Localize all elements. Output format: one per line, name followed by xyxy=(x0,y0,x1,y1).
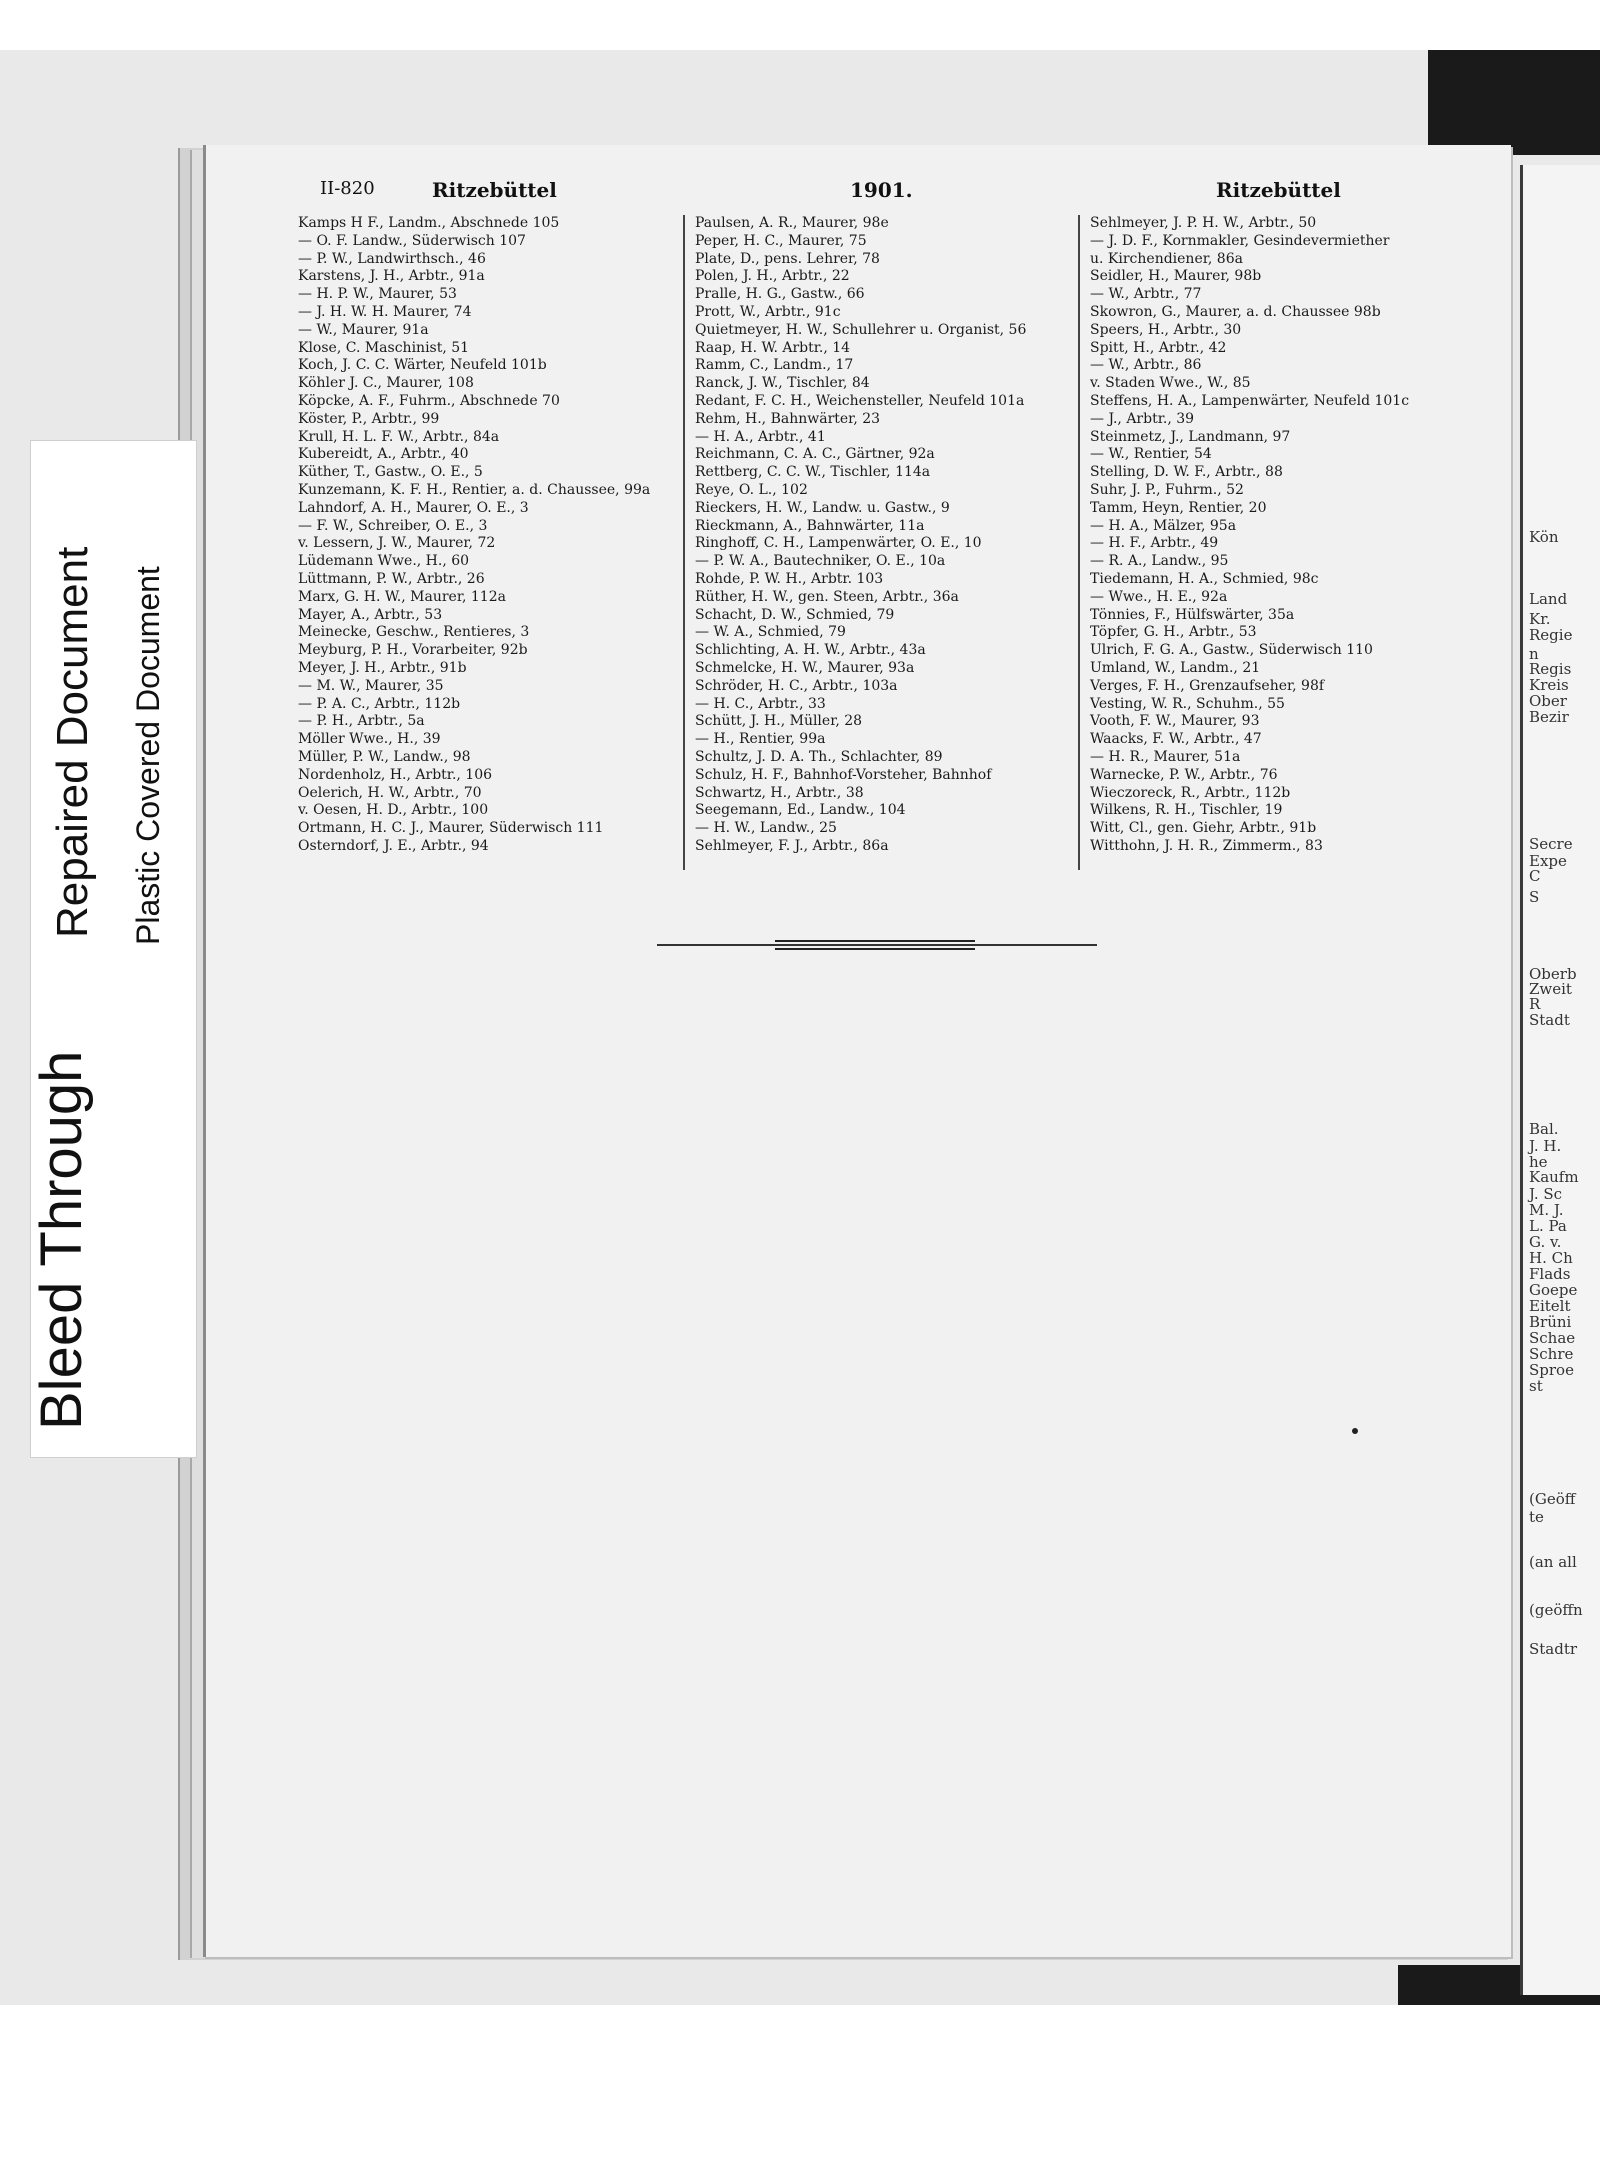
column-3 xyxy=(1090,215,1470,856)
directory-entry: Pralle, H. G., Gastw., 66 xyxy=(695,286,865,303)
facing-page-fragment: H. Ch xyxy=(1529,1249,1573,1267)
directory-entry: Suhr, J. P., Fuhrm., 52 xyxy=(1090,481,1244,498)
directory-entry: Rettberg, C. C. W., Tischler, 114a xyxy=(695,464,931,481)
facing-page-fragment: Bal. xyxy=(1529,1120,1559,1138)
directory-entry: Kunzemann, K. F. H., Rentier, a. d. Chaussee, 99a xyxy=(298,481,651,498)
directory-entry: Köster, P., Arbtr., 99 xyxy=(298,410,440,427)
directory-entry: Tamm, Heyn, Rentier, 20 xyxy=(1090,499,1267,516)
directory-entry: — J., Arbtr., 39 xyxy=(1090,410,1195,427)
facing-page-fragment: Ober xyxy=(1529,692,1567,710)
top-dark-strip xyxy=(1428,50,1600,155)
directory-entry: — P. H., Arbtr., 5a xyxy=(298,713,425,730)
directory-entry: — W., Maurer, 91a xyxy=(298,321,429,338)
facing-page-fragment: C xyxy=(1529,867,1541,885)
directory-entry: Meinecke, Geschw., Rentieres, 3 xyxy=(298,624,530,641)
directory-entry: Raap, H. W. Arbtr., 14 xyxy=(695,339,851,356)
facing-page-fragment: Schae xyxy=(1529,1329,1576,1347)
column-2 xyxy=(695,215,1080,856)
directory-entry: Kamps H F., Landm., Abschnede 105 xyxy=(298,215,560,231)
directory-entry: Ranck, J. W., Tischler, 84 xyxy=(695,375,870,392)
facing-page-fragment: R xyxy=(1529,995,1541,1013)
directory-entry: Plate, D., pens. Lehrer, 78 xyxy=(695,250,880,267)
directory-entry: Ringhoff, C. H., Lampenwärter, O. E., 10 xyxy=(695,535,982,552)
facing-page-fragment: Kr. xyxy=(1529,610,1551,628)
directory-entry: — H. F., Arbtr., 49 xyxy=(1090,535,1219,552)
directory-entry: Schwartz, H., Arbtr., 38 xyxy=(695,784,864,801)
facing-page-fragment: (an all xyxy=(1529,1553,1577,1571)
directory-entry: Vooth, F. W., Maurer, 93 xyxy=(1090,713,1260,730)
directory-entry: Schulz, H. F., Bahnhof-Vorsteher, Bahnhof xyxy=(695,766,992,783)
directory-entry: Steinmetz, J., Landmann, 97 xyxy=(1090,428,1291,445)
directory-entry: — R. A., Landw., 95 xyxy=(1090,553,1229,570)
label-plastic-covered-document: Plastic Covered Document xyxy=(130,566,166,945)
running-title-left: Ritzebüttel xyxy=(432,178,557,202)
directory-entry: Lahndorf, A. H., Maurer, O. E., 3 xyxy=(298,499,529,516)
directory-entry: — F. W., Schreiber, O. E., 3 xyxy=(298,517,488,534)
directory-entry: Karstens, J. H., Arbtr., 91a xyxy=(298,268,485,285)
directory-entry: Rieckmann, A., Bahnwärter, 11a xyxy=(695,517,925,534)
directory-entry: — H. A., Mälzer, 95a xyxy=(1090,517,1237,534)
facing-page-fragment: Oberb xyxy=(1529,965,1577,983)
directory-entry: Witthohn, J. H. R., Zimmerm., 83 xyxy=(1090,837,1323,854)
directory-entry: u. Kirchendiener, 86a xyxy=(1090,250,1243,267)
label-repaired-document: Repaired Document xyxy=(48,546,97,938)
running-title-right: Ritzebüttel xyxy=(1216,178,1341,202)
facing-page-fragment: Regis xyxy=(1529,660,1572,678)
end-rule-ornament xyxy=(775,940,975,942)
end-rule-ornament xyxy=(775,948,975,950)
facing-page-fragment: (Geöff xyxy=(1529,1490,1576,1508)
directory-entry: Stelling, D. W. F., Arbtr., 88 xyxy=(1090,464,1283,481)
column-1 xyxy=(298,215,673,856)
directory-entry: — W., Arbtr., 86 xyxy=(1090,357,1202,374)
directory-entry: Rohde, P. W. H., Arbtr. 103 xyxy=(695,570,884,587)
facing-page-fragment: Brüni xyxy=(1529,1313,1572,1331)
directory-entry: Meyer, J. H., Arbtr., 91b xyxy=(298,659,467,676)
facing-page-fragment: Stadt xyxy=(1529,1011,1570,1029)
directory-entry: Peper, H. C., Maurer, 75 xyxy=(695,232,867,249)
directory-entry: — O. F. Landw., Süderwisch 107 xyxy=(298,232,526,249)
directory-entry: Schacht, D. W., Schmied, 79 xyxy=(695,606,895,623)
directory-entry: Witt, Cl., gen. Giehr, Arbtr., 91b xyxy=(1090,820,1317,837)
directory-entry: v. Lessern, J. W., Maurer, 72 xyxy=(298,535,496,552)
facing-page-fragment: J. Sc xyxy=(1529,1185,1563,1203)
directory-entry: Krull, H. L. F. W., Arbtr., 84a xyxy=(298,428,500,445)
facing-page-fragment: Secre xyxy=(1529,835,1573,853)
directory-entry: Lüdemann Wwe., H., 60 xyxy=(298,553,470,570)
ink-speck xyxy=(1352,1428,1358,1434)
directory-entry: Töpfer, G. H., Arbtr., 53 xyxy=(1090,624,1257,641)
facing-page-fragment: Eitelt xyxy=(1529,1297,1571,1315)
directory-entry: Schütt, J. H., Müller, 28 xyxy=(695,713,863,730)
directory-entry: Schultz, J. D. A. Th., Schlachter, 89 xyxy=(695,748,943,765)
directory-entry: — M. W., Maurer, 35 xyxy=(298,677,444,694)
directory-entry: Oelerich, H. W., Arbtr., 70 xyxy=(298,784,482,801)
directory-entry: — H. C., Arbtr., 33 xyxy=(695,695,826,712)
directory-entry: Tönnies, F., Hülfswärter, 35a xyxy=(1090,606,1295,623)
facing-page-fragment: Zweit xyxy=(1529,980,1572,998)
directory-entry: Ulrich, F. G. A., Gastw., Süderwisch 110 xyxy=(1090,642,1373,659)
directory-entry: Rehm, H., Bahnwärter, 23 xyxy=(695,410,881,427)
directory-entry: Rüther, H. W., gen. Steen, Arbtr., 36a xyxy=(695,588,959,605)
directory-entry: — H. R., Maurer, 51a xyxy=(1090,748,1241,765)
directory-entry: Seidler, H., Maurer, 98b xyxy=(1090,268,1262,285)
directory-entry: Schlichting, A. H. W., Arbtr., 43a xyxy=(695,642,926,659)
facing-page-fragment: Regie xyxy=(1529,626,1573,644)
facing-page-fragment: n xyxy=(1529,645,1539,663)
directory-entry: Steffens, H. A., Lampenwärter, Neufeld 101c xyxy=(1090,392,1410,409)
directory-entry: Rieckers, H. W., Landw. u. Gastw., 9 xyxy=(695,499,950,516)
directory-entry: — Wwe., H. E., 92a xyxy=(1090,588,1228,605)
directory-entry: v. Oesen, H. D., Arbtr., 100 xyxy=(298,802,489,819)
directory-entry: Wieczoreck, R., Arbtr., 112b xyxy=(1090,784,1291,801)
directory-entry: — H. W., Landw., 25 xyxy=(695,820,837,837)
directory-entry: Paulsen, A. R., Maurer, 98e xyxy=(695,215,889,231)
label-bleed-through: Bleed Through xyxy=(29,1050,94,1430)
directory-entry: — H., Rentier, 99a xyxy=(695,731,826,748)
facing-page-fragment: Schre xyxy=(1529,1345,1574,1363)
directory-entry: Nordenholz, H., Arbtr., 106 xyxy=(298,766,493,783)
directory-entry: Prott, W., Arbtr., 91c xyxy=(695,303,841,320)
column-divider xyxy=(1078,215,1080,870)
directory-entry: Waacks, F. W., Arbtr., 47 xyxy=(1090,731,1262,748)
directory-entry: Köhler J. C., Maurer, 108 xyxy=(298,375,474,392)
facing-page-fragment: Sproe xyxy=(1529,1361,1574,1379)
directory-entry: — W., Arbtr., 77 xyxy=(1090,286,1202,303)
directory-entry: — P. W. A., Bautechniker, O. E., 10a xyxy=(695,553,946,570)
facing-page-fragment: (geöffn xyxy=(1529,1601,1583,1619)
directory-entry: Quietmeyer, H. W., Schullehrer u. Organist, 56 xyxy=(695,321,1027,338)
facing-page xyxy=(1520,165,1600,1995)
directory-entry: Klose, C. Maschinist, 51 xyxy=(298,339,470,356)
directory-entry: Skowron, G., Maurer, a. d. Chaussee 98b xyxy=(1090,303,1381,320)
end-rule xyxy=(657,944,1097,946)
facing-page-fragment: J. H. xyxy=(1529,1137,1562,1155)
directory-entry: Koch, J. C. C. Wärter, Neufeld 101b xyxy=(298,357,547,374)
directory-entry: Umland, W., Landm., 21 xyxy=(1090,659,1261,676)
page-number: II-820 xyxy=(320,178,375,199)
facing-page-fragment: Flads xyxy=(1529,1265,1571,1283)
directory-entry: — P. W., Landwirthsch., 46 xyxy=(298,250,486,267)
year-heading: 1901. xyxy=(850,178,913,202)
directory-entry: — W., Rentier, 54 xyxy=(1090,446,1212,463)
facing-page-fragment: Kön xyxy=(1529,528,1559,546)
directory-entry: — H. A., Arbtr., 41 xyxy=(695,428,826,445)
directory-entry: — J. D. F., Kornmakler, Gesindevermiether xyxy=(1090,232,1390,249)
facing-page-fragment: G. v. xyxy=(1529,1233,1562,1251)
directory-entry: Meyburg, P. H., Vorarbeiter, 92b xyxy=(298,642,528,659)
directory-entry: Osterndorf, J. E., Arbtr., 94 xyxy=(298,837,489,854)
directory-entry: Warnecke, P. W., Arbtr., 76 xyxy=(1090,766,1278,783)
facing-page-fragment: st xyxy=(1529,1377,1543,1395)
directory-entry: Sehlmeyer, J. P. H. W., Arbtr., 50 xyxy=(1090,215,1317,231)
directory-entry: Reichmann, C. A. C., Gärtner, 92a xyxy=(695,446,935,463)
directory-entry: Tiedemann, H. A., Schmied, 98c xyxy=(1090,570,1319,587)
directory-entry: Ortmann, H. C. J., Maurer, Süderwisch 111 xyxy=(298,820,604,837)
facing-page-fragment: Kaufm xyxy=(1529,1168,1579,1186)
directory-entry: Mayer, A., Arbtr., 53 xyxy=(298,606,443,623)
directory-entry: Sehlmeyer, F. J., Arbtr., 86a xyxy=(695,837,889,854)
directory-entry: Spitt, H., Arbtr., 42 xyxy=(1090,339,1227,356)
facing-page-fragment: he xyxy=(1529,1153,1548,1171)
column-divider xyxy=(683,215,685,870)
facing-page-fragment: te xyxy=(1529,1508,1544,1526)
directory-entry: Speers, H., Arbtr., 30 xyxy=(1090,321,1242,338)
directory-entry: Marx, G. H. W., Maurer, 112a xyxy=(298,588,506,605)
directory-entry: Schröder, H. C., Arbtr., 103a xyxy=(695,677,898,694)
directory-entry: Verges, F. H., Grenzaufseher, 98f xyxy=(1090,677,1325,694)
directory-entry: Seegemann, Ed., Landw., 104 xyxy=(695,802,906,819)
directory-entry: Ramm, C., Landm., 17 xyxy=(695,357,854,374)
directory-entry: Müller, P. W., Landw., 98 xyxy=(298,748,471,765)
facing-page-fragment: M. J. xyxy=(1529,1201,1564,1219)
directory-entry: Lüttmann, P. W., Arbtr., 26 xyxy=(298,570,485,587)
facing-page-fragment: L. Pa xyxy=(1529,1217,1567,1235)
facing-page-fragment: Stadtr xyxy=(1529,1640,1578,1658)
facing-page-fragment: Land xyxy=(1529,590,1568,608)
directory-entry: Kubereidt, A., Arbtr., 40 xyxy=(298,446,469,463)
directory-entry: Küther, T., Gastw., O. E., 5 xyxy=(298,464,483,481)
facing-page-fragment: Goepe xyxy=(1529,1281,1578,1299)
directory-entry: Wilkens, R. H., Tischler, 19 xyxy=(1090,802,1283,819)
directory-entry: — H. P. W., Maurer, 53 xyxy=(298,286,457,303)
directory-entry: Polen, J. H., Arbtr., 22 xyxy=(695,268,850,285)
directory-entry: Reye, O. L., 102 xyxy=(695,481,808,498)
directory-entry: v. Staden Wwe., W., 85 xyxy=(1090,375,1251,392)
directory-entry: Redant, F. C. H., Weichensteller, Neufeld 101a xyxy=(695,392,1025,409)
directory-entry: — W. A., Schmied, 79 xyxy=(695,624,846,641)
facing-page-fragment: Expe xyxy=(1529,852,1567,870)
directory-entry: — J. H. W. H. Maurer, 74 xyxy=(298,303,472,320)
facing-page-fragment: S xyxy=(1529,888,1540,906)
directory-entry: Schmelcke, H. W., Maurer, 93a xyxy=(695,659,915,676)
facing-page-fragment: Kreis xyxy=(1529,676,1569,694)
directory-entry: Möller Wwe., H., 39 xyxy=(298,731,441,748)
directory-entry: — P. A. C., Arbtr., 112b xyxy=(298,695,461,712)
directory-entry: Köpcke, A. F., Fuhrm., Abschnede 70 xyxy=(298,392,560,409)
directory-entry: Vesting, W. R., Schuhm., 55 xyxy=(1090,695,1285,712)
facing-page-fragment: Bezir xyxy=(1529,708,1569,726)
